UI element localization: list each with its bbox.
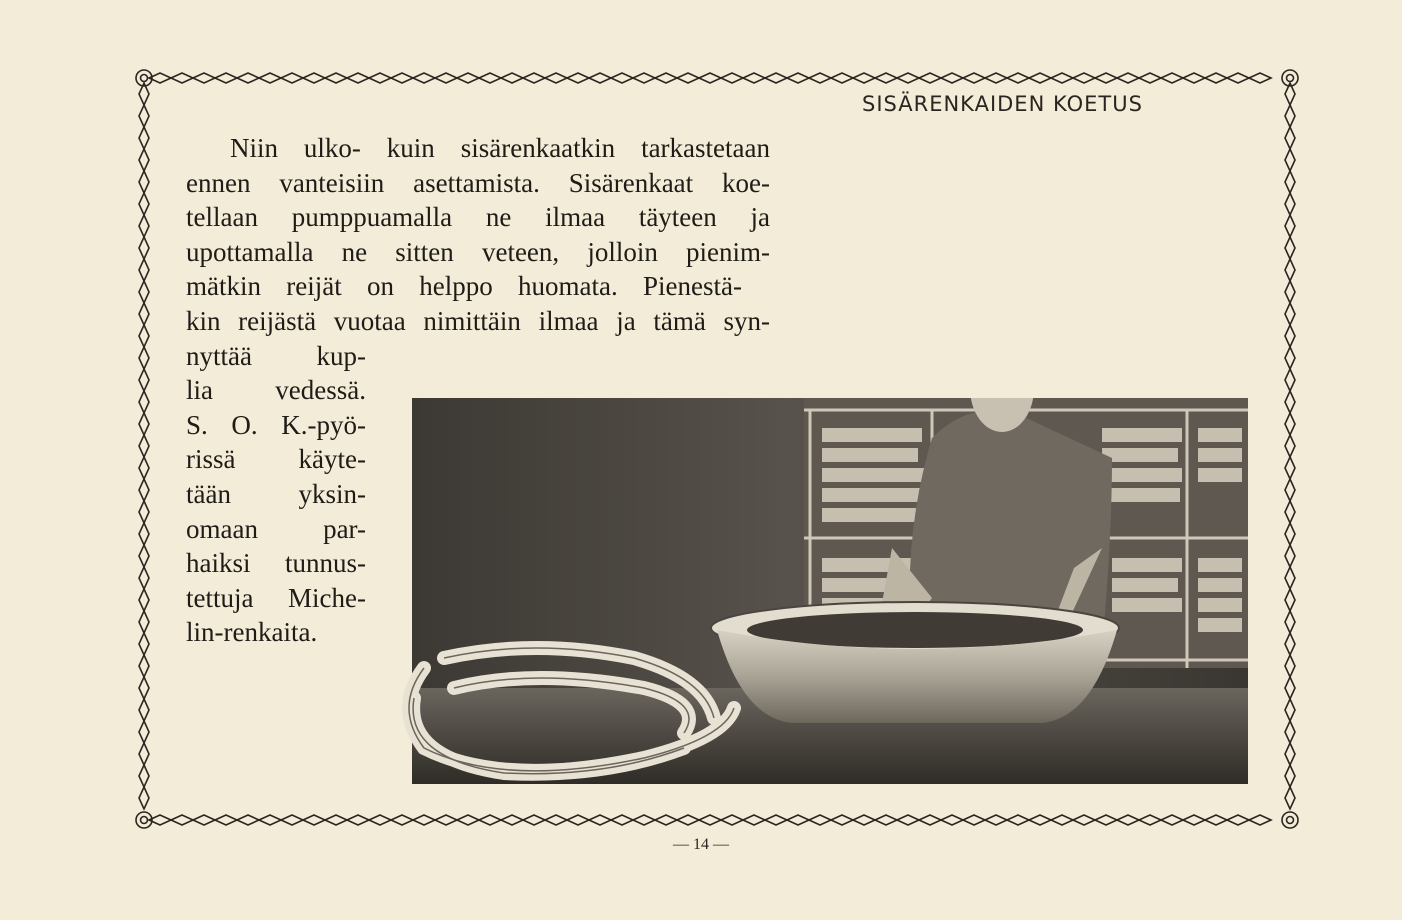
border-link <box>139 589 149 611</box>
border-link <box>809 73 831 83</box>
border-link <box>139 149 149 171</box>
border-link <box>1285 105 1295 127</box>
border-link <box>1285 655 1295 677</box>
border-link <box>985 815 1007 825</box>
border-link <box>479 815 501 825</box>
border-link <box>139 457 149 479</box>
border-link <box>1073 815 1095 825</box>
border-link <box>139 215 149 237</box>
border-link <box>655 73 677 83</box>
border-link <box>139 545 149 567</box>
page-number: — 14 — <box>673 836 729 853</box>
border-link <box>1285 545 1295 567</box>
text-line: rissä käyte- <box>186 444 366 475</box>
corner-ornament-center <box>141 817 148 824</box>
border-link <box>1051 73 1073 83</box>
text-line: lia vedessä. <box>186 375 366 406</box>
text-line: kin reijästä vuotaa nimittäin ilmaa ja tämä syn- <box>186 306 770 336</box>
border-link <box>139 435 149 457</box>
border-link <box>1285 281 1295 303</box>
border-link <box>391 73 413 83</box>
border-link <box>281 815 303 825</box>
border-link <box>215 73 237 83</box>
border-link <box>1285 303 1295 325</box>
text-line: ennen vanteisiin asettamista. Sisärenkaat koe- <box>186 167 770 198</box>
border-link <box>589 73 611 83</box>
border-link <box>457 73 479 83</box>
border-link <box>1285 237 1295 259</box>
border-link <box>391 815 413 825</box>
border-link <box>743 815 765 825</box>
border-link <box>237 815 259 825</box>
border-link <box>501 815 523 825</box>
border-link <box>139 677 149 699</box>
border-link <box>259 815 281 825</box>
border-link <box>139 655 149 677</box>
text-line: omaan par- <box>186 513 366 544</box>
border-link <box>1205 73 1227 83</box>
border-link <box>1249 73 1271 83</box>
border-link <box>611 815 633 825</box>
text-line: tään yksin- <box>186 479 366 509</box>
border-link <box>1117 815 1139 825</box>
border-link <box>479 73 501 83</box>
border-link <box>875 73 897 83</box>
border-link <box>501 73 523 83</box>
text-line: nyttää kup- <box>186 340 366 371</box>
border-link <box>139 611 149 633</box>
border-link <box>1227 73 1249 83</box>
border-link <box>1183 73 1205 83</box>
border-link <box>1285 787 1295 809</box>
text-line: S. O. K.-pyö- <box>186 409 366 440</box>
border-link <box>139 787 149 809</box>
border-link <box>1285 479 1295 501</box>
border-link <box>1029 73 1051 83</box>
border-link <box>897 73 919 83</box>
border-link <box>1285 457 1295 479</box>
border-link <box>831 73 853 83</box>
border-link <box>743 73 765 83</box>
border-link <box>1161 73 1183 83</box>
border-link <box>303 73 325 83</box>
border-link <box>1285 721 1295 743</box>
border-link <box>1285 347 1295 369</box>
border-link <box>589 815 611 825</box>
border-link <box>919 815 941 825</box>
border-link <box>787 73 809 83</box>
border-link <box>875 815 897 825</box>
border-link <box>139 501 149 523</box>
border-link <box>303 815 325 825</box>
border-link <box>1285 567 1295 589</box>
border-link <box>139 347 149 369</box>
border-link <box>237 73 259 83</box>
border-link <box>139 369 149 391</box>
border-link <box>1285 127 1295 149</box>
border-link <box>1249 815 1271 825</box>
corner-ornament <box>1282 812 1298 828</box>
border-link <box>1285 369 1295 391</box>
border-link <box>985 73 1007 83</box>
border-link <box>699 73 721 83</box>
running-head: SISÄRENKAIDEN KOETUS <box>862 92 1143 116</box>
border-link <box>1285 171 1295 193</box>
border-link <box>139 413 149 435</box>
border-link <box>1161 815 1183 825</box>
border-link <box>139 743 149 765</box>
border-link <box>139 325 149 347</box>
border-link <box>699 815 721 825</box>
border-link <box>139 259 149 281</box>
border-link <box>435 73 457 83</box>
border-link <box>567 815 589 825</box>
border-link <box>941 73 963 83</box>
border-link <box>139 303 149 325</box>
corner-ornament-center <box>141 75 148 82</box>
border-link <box>1095 815 1117 825</box>
border-link <box>1285 765 1295 787</box>
border-link <box>325 73 347 83</box>
border-link <box>831 815 853 825</box>
border-link <box>677 73 699 83</box>
border-link <box>853 815 875 825</box>
border-link <box>139 699 149 721</box>
tire-coil-illustration <box>384 628 764 788</box>
text-line: haiksi tunnus- <box>186 548 366 579</box>
text-line: mätkin reijät on helppo huomata. Pienestä- <box>186 271 742 302</box>
border-link <box>1285 699 1295 721</box>
border-link <box>941 815 963 825</box>
border-link <box>721 815 743 825</box>
border-link <box>139 523 149 545</box>
border-link <box>545 815 567 825</box>
border-link <box>765 73 787 83</box>
border-link <box>193 815 215 825</box>
border-link <box>1285 435 1295 457</box>
text-line: lin-renkaita. <box>186 617 318 648</box>
border-link <box>171 815 193 825</box>
border-link <box>139 765 149 787</box>
border-link <box>1285 677 1295 699</box>
border-link <box>677 815 699 825</box>
text-line: tettuja Miche- <box>186 582 366 613</box>
border-link <box>139 721 149 743</box>
text-line: upottamalla ne sitten veteen, jolloin pienim- <box>186 236 770 267</box>
corner-ornament-center <box>1287 75 1294 82</box>
border-link <box>347 815 369 825</box>
border-link <box>1285 149 1295 171</box>
border-link <box>1139 815 1161 825</box>
border-link <box>721 73 743 83</box>
border-link <box>457 815 479 825</box>
border-link <box>1029 815 1051 825</box>
border-link <box>215 815 237 825</box>
border-link <box>1285 325 1295 347</box>
border-link <box>1205 815 1227 825</box>
border-link <box>139 567 149 589</box>
border-link <box>1285 391 1295 413</box>
border-link <box>963 73 985 83</box>
border-link <box>369 815 391 825</box>
border-link <box>1117 73 1139 83</box>
border-link <box>325 815 347 825</box>
border-link <box>139 391 149 413</box>
corner-ornament-center <box>1287 817 1294 824</box>
border-link <box>1051 815 1073 825</box>
border-link <box>1227 815 1249 825</box>
border-link <box>1007 73 1029 83</box>
border-link <box>1285 501 1295 523</box>
border-link <box>413 73 435 83</box>
border-link <box>1073 73 1095 83</box>
border-link <box>1285 633 1295 655</box>
border-link <box>1285 611 1295 633</box>
border-link <box>633 73 655 83</box>
border-link <box>523 815 545 825</box>
border-link <box>171 73 193 83</box>
border-link <box>435 815 457 825</box>
border-link <box>139 633 149 655</box>
border-link <box>1285 413 1295 435</box>
border-link <box>919 73 941 83</box>
border-link <box>1139 73 1161 83</box>
text-line: Niin ulko- kuin sisärenkaatkin tarkastetaan <box>230 133 770 163</box>
border-link <box>139 171 149 193</box>
border-link <box>655 815 677 825</box>
border-link <box>1095 73 1117 83</box>
border-link <box>139 127 149 149</box>
border-link <box>139 237 149 259</box>
border-link <box>139 479 149 501</box>
text-line: tellaan pumppuamalla ne ilmaa täyteen ja <box>186 202 770 233</box>
border-link <box>809 815 831 825</box>
border-link <box>139 193 149 215</box>
border-link <box>897 815 919 825</box>
border-link <box>1285 215 1295 237</box>
border-link <box>1183 815 1205 825</box>
border-link <box>1285 743 1295 765</box>
border-link <box>963 815 985 825</box>
border-link <box>193 73 215 83</box>
border-link <box>259 73 281 83</box>
border-link <box>1285 589 1295 611</box>
border-link <box>523 73 545 83</box>
border-link <box>1007 815 1029 825</box>
border-link <box>545 73 567 83</box>
border-link <box>281 73 303 83</box>
border-link <box>139 105 149 127</box>
border-link <box>369 73 391 83</box>
border-link <box>347 73 369 83</box>
border-link <box>413 815 435 825</box>
border-link <box>1285 259 1295 281</box>
border-link <box>1285 523 1295 545</box>
border-link <box>787 815 809 825</box>
border-link <box>853 73 875 83</box>
border-link <box>611 73 633 83</box>
border-link <box>567 73 589 83</box>
border-link <box>633 815 655 825</box>
border-link <box>139 281 149 303</box>
border-link <box>1285 193 1295 215</box>
border-link <box>765 815 787 825</box>
